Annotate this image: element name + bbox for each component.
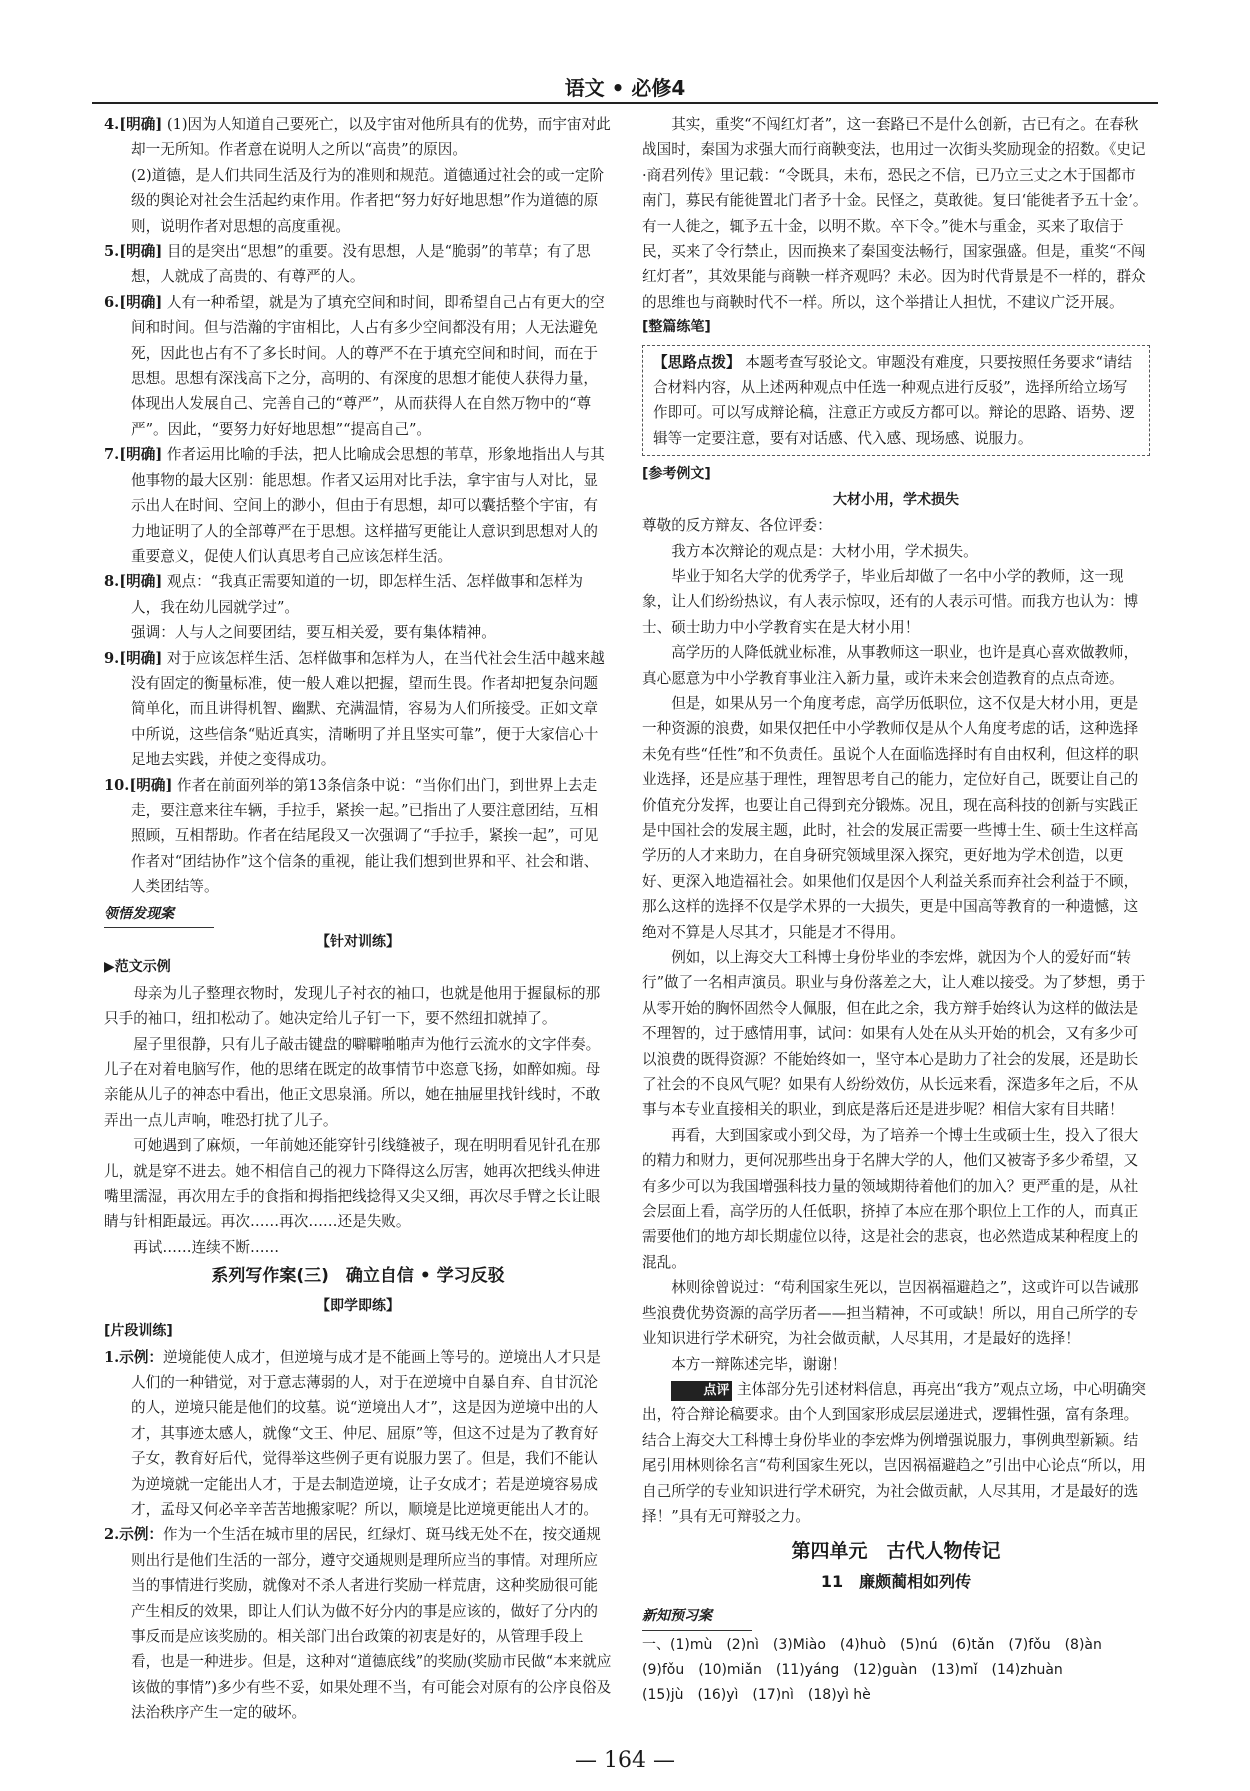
answer-item <box>104 239 612 290</box>
essay-paragraph: 毕业于知名大学的优秀学子，毕业后却做了一名中小学的教师，这一现象，让人们纷纷热议，有人表示惊叹，还有的人表示可惜。而我方也认为：博士、硕士助力中小学教育实在是大材小用！ <box>642 567 1139 636</box>
example-item <box>104 1345 612 1523</box>
sample-label: ▶范文示例 <box>104 959 171 976</box>
pinyin-line: 一、(1)mù (2)nì (3)Miào (4)huò (5)nú (6)tǎn (7)fǒu (8)àn <box>642 1636 1102 1653</box>
unit-title: 第四单元 古代人物传记 <box>791 1540 1001 1563</box>
answer-text: 观点：“我真正需要知道的一切，即怎样生活、怎样做事和怎样为人，我在幼儿园就学过”。 <box>131 573 583 616</box>
intro-text <box>642 112 1150 315</box>
pinyin-line: (9)fǒu (10)miǎn (11)yáng (12)guàn (13)mǐ (14)zhuàn <box>642 1661 1063 1678</box>
section-lingwu: 领悟发现案 <box>104 902 214 928</box>
answer-item <box>104 620 612 645</box>
series-title: 系列写作案(三) 确立自信 • 学习反驳 <box>211 1266 505 1287</box>
answer-item <box>104 163 612 239</box>
answer-item <box>104 646 612 773</box>
lesson-title: 11 廉颇蔺相如列传 <box>820 1571 972 1591</box>
example-text: 作为一个生活在城市里的居民，红绿灯、斑马线无处不在，按交通规则出行是他们生活的一部分，遵守交通规则是理所应当的事情。对理所应当的事情进行奖励，就像对不杀人者进行奖励一样荒唐，这种奖励很可能产生相反的效果，即让人们认为做不好分内的事是应该的，做好了分内的事反而是应该奖励的。相关部门出台政策的初衷是好的，从管理手段上看，也是一种进步。但是，这种对“道德底线”的奖励(奖励市民做“本来就应该做的事情”)多少有些不妥，如果处理不当，有可能会对原有的公序良俗及法治秩序产生一定的破坏。 <box>131 1526 612 1722</box>
comment-badge: 点评 <box>671 1381 732 1401</box>
page-number: — 164 — <box>575 1748 675 1773</box>
answer-text: (1)因为人知道自己要死亡，以及宇宙对他所具有的优势，而宇宙对此却一无所知。作者意在说明人之所以“高贵”的原因。 <box>131 116 611 159</box>
header-rule <box>92 102 1158 104</box>
answer-text: 作者运用比喻的手法，把人比喻成会思想的苇草，形象地指出人与其他事物的最大区别：能思想。作者又运用对比手法，拿宇宙与人对比，显示出人在时间、空间上的渺小，但由于有思想，却可以囊括整个宇宙，有力地证明了人的全部尊严在于思想。这样描写更能让人意识到思想对人的重要意义，促使人们认真思考自己应该怎样生活。 <box>131 446 605 565</box>
example-text: 逆境能使人成才，但逆境与成才是不能画上等号的。逆境出人才只是人们的一种错觉，对于意志薄弱的人，对于在逆境中自暴自弃、自甘沉沦的人，逆境只能是他们的坟墓。说“逆境出人才”，这是因为逆境中出的人才，其事迹太感人，就像“文王、仲尼、屈原”等，但这不过是为了教育好子女，教育好后代，觉得举这些例子更有说服力罢了。但是，我们不能认为逆境就一定能出人才，于是去制造逆境，让子女成才；若是逆境容易成才，孟母又何必辛辛苦苦地搬家呢？所以，顺境是比逆境更能出人才的。 <box>131 1348 601 1518</box>
answer-list <box>104 112 612 900</box>
pinyin-line: (15)jù (16)yì (17)nì (18)yì hè <box>642 1687 871 1704</box>
ref-label: [参考例文] <box>642 466 711 483</box>
answer-text: 强调：人与人之间要团结，要互相关爱，要有集体精神。 <box>131 624 496 642</box>
essay-body <box>642 513 1150 1377</box>
comment <box>642 1377 1150 1529</box>
answer-item <box>104 112 612 163</box>
intro-paragraph: 其实，重奖“不闯红灯者”，这一套路已不是什么创新，古已有之。在春秋战国时，秦国为求强大而行商鞅变法，也用过一次街头奖励现金的招数。《史记·商君列传》里记载：“令既具，未布，恐民之不信，已乃立三丈之木于国都市南门，募民有能徙置北门者予十金。民怪之，莫敢徙。复曰‘能徙者予五十金’。有一人徙之，辄予五十金，以明不欺。卒下令。”徙木与重金，买来了取信于民，买来了令行禁止，因而换来了秦国变法畅行，国家强盛。但是，重奖“不闯红灯者”，其效果能与商鞅一样齐观吗？未必。因为时代背景是不一样的，群众的思维也与商鞅时代不一样。所以，这个举措让人担忧，不建议广泛开展。 <box>642 116 1148 311</box>
essay-paragraph: 但是，如果从另一个角度考虑，高学历低职位，这不仅是大材小用，更是一种资源的浪费，如果仅把任中小学教师仅是从个人角度考虑的话，这种选择未免有些“任性”和不负责任。虽说个人在面临选择时有自由权利，但这样的职业选择，还是应基于理性，理智思考自己的能力，定位好自己，既要让自己的价值充分发挥，也要让自己得到充分锻炼。况且，现在高科技的创新与实践正是中国社会的发展主题，此时，社会的发展正需要一些博士生、硕士生这样高学历的人才来助力，在自身研究领域里深入探究，更好地为学术创造，以更好、更深入地造福社会。如果他们仅是因个人利益关系而弃社会利益于不顾，那么这样的选择不仅是学术界的一大损失，更是中国高等教育的一种遗憾，这绝对不算是人尽其才，只能是才不得用。 <box>642 694 1139 941</box>
answer-text: 目的是突出“思想”的重要。没有思想，人是“脆弱”的苇草；有了思想，人就成了高贵的、有尊严的人。 <box>131 243 591 286</box>
answer-text: 作者在前面列举的第13条信条中说：“当你们出门，到世界上去走走，要注意来往车辆，手拉手，紧挨一起。”已指出了人要注意团结，互相照顾，互相帮助。作者在结尾段又一次强调了“手拉手，紧挨一起”，可见作者对“团结协作”这个信条的重视，能让我们想到世界和平、社会和谐、人类团结等。 <box>131 776 599 896</box>
page-header <box>92 72 1158 102</box>
answer-item <box>104 290 612 442</box>
essay-paragraph: 再看，大到国家或小到父母，为了培养一个博士生或硕士生，投入了很大的精力和财力，更何况那些出身于名牌大学的人，他们又被寄予多少希望，又有多少可以为我国增强科技力量的领域期待着他们的加入？更严重的是，从社会层面上看，高学历的人任低职，挤掉了本应在那个职位上工作的人，而真正需要他们的地方却长期虚位以待，这是社会的悲哀，也必然造成某种程度上的混乱。 <box>642 1126 1139 1271</box>
example-tag: 1.示例： <box>104 1348 164 1366</box>
right-column <box>642 112 1150 1709</box>
answer-tag: 7.[明确] <box>104 446 163 464</box>
comment-text: 主体部分先引述材料信息，再亮出“我方”观点立场，中心明确突出，符合辩论稿要求。由个人到国家形成层层递进式，逻辑性强，富有条理。结合上海交大工科博士身份毕业的李宏烨为例增强说服力，事例典型新颖。结尾引用林则徐名言“苟利国家生死以，岂因祸福避趋之”引出中心论点“所以，用自己所学的专业知识进行学术研究，为社会做贡献，人尽其用，才是最好的选择！”具有无可辩驳之力。 <box>642 1380 1146 1525</box>
answer-item <box>104 569 612 620</box>
hint-box <box>642 345 1150 457</box>
essay-paragraph: 我方本次辩论的观点是：大材小用，学术损失。 <box>671 542 978 560</box>
answer-tag: 6.[明确] <box>104 293 163 311</box>
answer-text: 人有一种希望，就是为了填充空间和时间，即希望自己占有更大的空间和时间。但与浩瀚的宇宙相比，人占有多少空间都没有用；人无法避免死，因此也占有不了多长时间。人的尊严不在于填充空间和时间，而在于思想。思想有深浅高下之分，高明的、有深度的思想才能使人获得力量，体现出人发展自己、完善自己的“尊严”，从而获得人在自然万物中的“尊严”。因此，“要努力好好地思想”“提高自己”。 <box>131 293 605 438</box>
answer-tag: 9.[明确] <box>104 649 163 667</box>
example-item <box>104 1522 612 1725</box>
hint-label: 【思路点拨】 <box>653 353 741 371</box>
left-column <box>104 112 612 1726</box>
answer-item <box>104 773 612 900</box>
sample-paragraph: 屋子里很静，只有儿子敲击键盘的噼噼啪啪声为他行云流水的文字伴奏。儿子在对着电脑写作，他的思绪在既定的故事情节中恣意飞扬，如醉如痴。母亲能从儿子的神态中看出，他正文思泉涌。所以，她在抽屉里找针线时，不敢弄出一点儿声响，唯恐打扰了儿子。 <box>104 1035 601 1129</box>
series-sub: 【即学即练】 <box>316 1297 400 1314</box>
sample-paragraph: 可她遇到了麻烦，一年前她还能穿针引线缝被子，现在明明看见针孔在那儿，就是穿不进去。她不相信自己的视力下降得这么厉害，她再次把线头伸进嘴里濡湿，再次用左手的食指和拇指把线捻得又尖又细，再次尽手臂之长让眼睛与针相距最远。再次……再次……还是失败。 <box>104 1137 601 1231</box>
essay-paragraph: 高学历的人降低就业标准，从事教师这一职业，也许是真心喜欢做教师，真心愿意为中小学教育事业注入新力量，或许未来会创造教育的点点奇迹。 <box>642 644 1139 687</box>
essay-title: 大材小用，学术损失 <box>833 491 959 508</box>
essay-paragraph: 本方一辩陈述完毕，谢谢！ <box>671 1355 847 1373</box>
essay-paragraph: 例如，以上海交大工科博士身份毕业的李宏烨，就因为个人的爱好而“转行”做了一名相声演员。职业与身份落差之大，让人难以接受。为了梦想，勇于从零开始的胸怀固然令人佩服，但在此之余，我方辩手始终认为这样的做法是不理智的，过于感情用事，试问：如果有人处在从头开始的机会，又有多少可以浪费的既得资源？不能始终如一，坚守本心是助力了社会的发展，还是助长了社会的不良风气呢？如果有人纷纷效仿，从长远来看，深造多年之后，不从事与本专业直接相关的职业，到底是落后还是进步呢？相信大家有目共睹！ <box>642 949 1146 1119</box>
hint-text: 本题考查写驳论文。审题没有难度，只要按照任务要求“请结合材料内容，从上述两种观点中任选一种观点进行反驳”，选择所给立场写作即可。可以写成辩论稿，注意正方或反方都可以。辩论的思路、语势、逻辑等一定要注意，要有对话感、代入感、现场感、说服力。 <box>653 353 1135 447</box>
example-list <box>104 1345 612 1726</box>
answer-tag: 5.[明确] <box>104 243 163 261</box>
example-tag: 2.示例： <box>104 1526 164 1544</box>
answer-item <box>104 442 612 569</box>
zheng-label: [整篇练笔] <box>642 319 711 336</box>
pinyin-answers <box>642 1633 1150 1709</box>
answer-tag: 4.[明确] <box>104 116 163 133</box>
sample-essay <box>104 981 612 1260</box>
essay-paragraph: 尊敬的反方辩友、各位评委： <box>642 517 832 535</box>
sample-paragraph: 母亲为儿子整理衣物时，发现儿子衬衣的袖口，也就是他用于握鼠标的那只手的袖口，纽扣松动了。她决定给儿子钉一下，要不然纽扣就掉了。 <box>104 984 601 1028</box>
page-title: 语文 • 必修4 <box>564 76 686 100</box>
pian-label: [片段训练] <box>104 1323 173 1340</box>
essay-paragraph: 林则徐曾说过：“苟利国家生死以，岂因祸福避趋之”，这或许可以告诫那些浪费优势资源的高学历者——担当精神，不可或缺！所以，用自己所学的专业知识进行学术研究，为社会做贡献，人尽其用，才是最好的选择！ <box>642 1279 1139 1348</box>
sample-paragraph: 再试……连续不断…… <box>133 1238 280 1256</box>
answer-text: 对于应该怎样生活、怎样做事和怎样为人，在当代社会生活中越来越没有固定的衡量标准，使一般人难以把握，望而生畏。作者却把复杂问题简单化，而且讲得机智、幽默、充满温情，容易为人们所接受。正如文章中所说，这些信条“贴近真实，清晰明了并且坚实可靠”，便于大家信心十足地去实践，并使之变得成功。 <box>131 649 605 769</box>
section-zhendui: 【针对训练】 <box>316 934 400 950</box>
answer-text: (2)道德，是人们共同生活及行为的准则和规范。道德通过社会的或一定阶级的舆论对社会生活起约束作用。作者把“努力好好地思想”作为道德的原则，说明作者对思想的高度重视。 <box>131 166 605 235</box>
section-xinzhi: 新知预习案 <box>642 1604 752 1630</box>
answer-tag: 10.[明确] <box>104 776 173 794</box>
answer-tag: 8.[明确] <box>104 573 163 591</box>
